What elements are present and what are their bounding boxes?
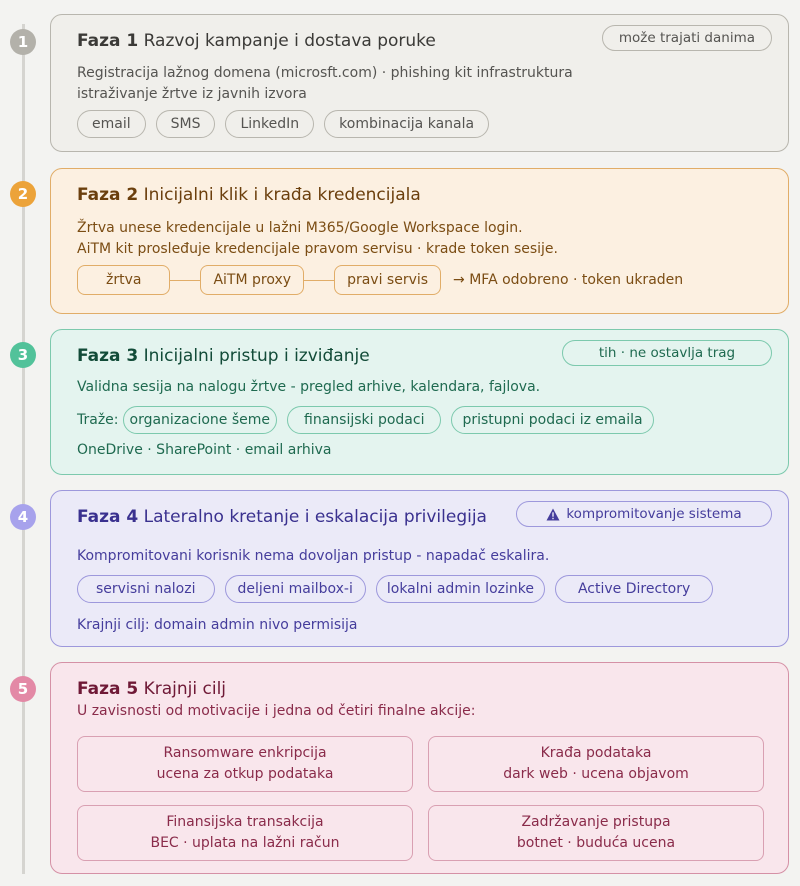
phase-2-title xyxy=(77,185,421,205)
outcome-subtitle: ucena za otkup podataka xyxy=(156,766,334,782)
flow-connector xyxy=(170,280,200,281)
phase-1-title-text: Razvoj kampanje i dostava poruke xyxy=(143,31,436,51)
outcome-subtitle: dark web · ucena objavom xyxy=(503,766,689,782)
outcome-title: Krađa podataka xyxy=(540,745,652,761)
outcome-title: Ransomware enkripcija xyxy=(163,745,327,761)
phase-2-label: Faza 2 xyxy=(77,185,139,205)
step-number-5: 5 xyxy=(10,676,36,702)
chip-email-credentials: pristupni podaci iz emaila xyxy=(451,406,653,434)
phase-3-footer: OneDrive · SharePoint · email arhiva xyxy=(77,442,332,458)
step-number-1: 1 xyxy=(10,29,36,55)
flow-real-service-box: pravi servis xyxy=(334,265,441,295)
outcome-title: Zadržavanje pristupa xyxy=(521,814,671,830)
chip-sms: SMS xyxy=(156,110,216,138)
phase-4-escalation-vectors xyxy=(77,575,713,603)
phase-3-label: Faza 3 xyxy=(77,346,139,366)
phase-1-line-2: istraživanje žrtve iz javnih izvora xyxy=(77,86,307,102)
phase-1-channels xyxy=(77,110,489,138)
phase-5-card xyxy=(50,662,789,874)
phase-4-title xyxy=(77,507,487,527)
phase-3-stealth-tag: tih · ne ostavlja trag xyxy=(562,340,772,366)
flow-connector xyxy=(304,280,334,281)
phase-1-title xyxy=(77,31,436,51)
outcome-data-theft xyxy=(428,736,764,792)
chip-shared-mailboxes: deljeni mailbox-i xyxy=(225,575,366,603)
outcome-subtitle: BEC · uplata na lažni račun xyxy=(150,835,340,851)
aitm-flow xyxy=(77,265,683,295)
phase-3-title-text: Inicijalni pristup i izviđanje xyxy=(143,346,370,366)
phase-2-line-2: AiTM kit prosleđuje kredencijale pravom servisu · krade token sesije. xyxy=(77,241,558,257)
chip-email: email xyxy=(77,110,146,138)
phase-4-label: Faza 4 xyxy=(77,507,139,527)
phase-3-title xyxy=(77,346,370,366)
outcome-persistence xyxy=(428,805,764,861)
phase-5-title-text: Krajnji cilj xyxy=(143,679,227,699)
phase-4-title-text: Lateralno kretanje i eskalacija privilegija xyxy=(143,507,487,527)
outcome-financial-transaction xyxy=(77,805,413,861)
phase-2-title-text: Inicijalni klik i krađa kredencijala xyxy=(143,185,421,205)
phase-1-line-1: Registracija lažnog domena (microsft.com) · phishing kit infrastruktura xyxy=(77,65,573,81)
flow-victim-box: žrtva xyxy=(77,265,170,295)
step-number-2: 2 xyxy=(10,181,36,207)
phase-4-card xyxy=(50,490,789,647)
phase-4-compromise-tag xyxy=(516,501,772,527)
chip-linkedin: LinkedIn xyxy=(225,110,314,138)
phase-4-line-1: Kompromitovani korisnik nema dovoljan pristup - napadač eskalira. xyxy=(77,548,550,564)
targets-prefix: Traže: xyxy=(77,412,119,428)
phase-5-line-1: U zavisnosti od motivacije i jedna od četiri finalne akcije: xyxy=(77,703,476,719)
outcome-title: Finansijska transakcija xyxy=(166,814,324,830)
outcome-subtitle: botnet · buduća ucena xyxy=(516,835,676,851)
phase-1-duration-tag: može trajati danima xyxy=(602,25,772,51)
chip-active-directory: Active Directory xyxy=(555,575,713,603)
flow-aitm-proxy-box: AiTM proxy xyxy=(200,265,304,295)
warning-icon xyxy=(546,508,560,521)
chip-org-charts: organizacione šeme xyxy=(123,406,277,434)
chip-financial-data: finansijski podaci xyxy=(287,406,441,434)
phase-5-label: Faza 5 xyxy=(77,679,139,699)
phase-4-footer: Krajnji cilj: domain admin nivo permisija xyxy=(77,617,358,633)
phase-1-label: Faza 1 xyxy=(77,31,139,51)
timeline-line xyxy=(22,24,25,874)
chip-channel-combination: kombinacija kanala xyxy=(324,110,489,138)
phase-3-card xyxy=(50,329,789,475)
flow-result: → MFA odobreno · token ukraden xyxy=(453,272,684,288)
phase-3-line-1: Validna sesija na nalogu žrtve - pregled arhive, kalendara, fajlova. xyxy=(77,379,541,395)
chip-service-accounts: servisni nalozi xyxy=(77,575,215,603)
step-number-4: 4 xyxy=(10,504,36,530)
phase-2-line-1: Žrtva unese kredencijale u lažni M365/Google Workspace login. xyxy=(77,220,523,236)
outcome-ransomware xyxy=(77,736,413,792)
phase-1-card xyxy=(50,14,789,152)
chip-local-admin-passwords: lokalni admin lozinke xyxy=(376,575,545,603)
phase-3-targets xyxy=(77,406,654,434)
phase-2-card xyxy=(50,168,789,314)
phase-4-tag-text: kompromitovanje sistema xyxy=(566,506,742,522)
step-number-3: 3 xyxy=(10,342,36,368)
phase-5-title xyxy=(77,679,226,699)
